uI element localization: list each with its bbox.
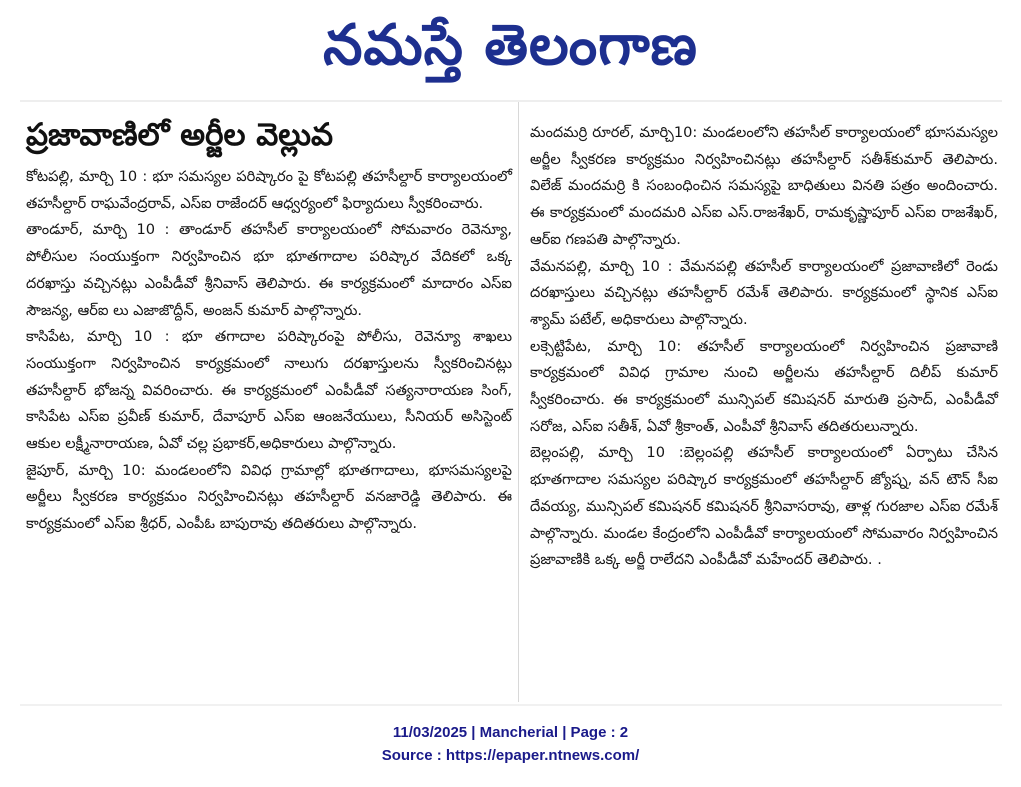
clipping-top-edge <box>20 100 1002 102</box>
article-paragraph: తాండూర్, మార్చి 10 : తాండూర్ తహసీల్ కార్యాలయంలో సోమవారం రెవెన్యూ, పోలీసుల సంయుక్తంగా నిర్వహించిన భూ భూతగాదాల పరిష్కార వేదికలో ఒక్క దరఖాస్తు వచ్చినట్లు ఎంపీడీవో శ్రీనివాస్ తెలిపారు. ఈ కార్యక్రమంలో మాదారం ఎస్ఐ సౌజన్య, ఆర్ఐ లు ఎజాజొద్దీన్, అంజన్ కుమార్ పాల్గొన్నారు. <box>26 221 512 319</box>
article-paragraph: లక్సెట్టిపేట, మార్చి 10: తహసీల్ కార్యాలయంలో నిర్వహించిన ప్రజావాణి కార్యక్రమంలో వివిధ గ్రామాల నుంచి అర్జీలను తహసీల్దార్ దిలీప్ కుమార్ స్వీకరించారు. ఈ కార్యక్రమంలో మున్సిపల్ కమిషనర్ మారుతి ప్రసాద్, ఎంపీడీవో సరోజ, ఎస్ఐ సతీశ్, ఏవో శ్రీకాంత్, ఎంపీవో శ్రీనివాస్ తదితరులున్నారు. <box>530 337 998 435</box>
masthead-logo-text: నమస్తే తెలంగాణ <box>323 13 698 78</box>
article-headline: ప్రజావాణిలో అర్జీల వెల్లువ <box>26 117 334 153</box>
source-line: Source : https://epaper.ntnews.com/ <box>381 747 640 764</box>
article-paragraph: కోటపల్లి, మార్చి 10 : భూ సమస్యల పరిష్కారం పై కోటపల్లి తహసీల్దార్ కార్యాలయంలో తహసీల్దార్ రాఘవేంద్రరావ్, ఎస్ఐ రాజేందర్ ఆధ్వర్యంలో ఫిర్యాదులు స్వీకరించారు. <box>26 168 512 212</box>
article-right-column <box>530 100 998 574</box>
article-left-column <box>26 100 512 538</box>
article-paragraph: జైపూర్, మార్చి 10: మండలంలోని వివిధ గ్రామాల్లో భూతగాదాలు, భూసమస్యలపై అర్జీలు స్వీకరణ కార్యక్రమం నిర్వహించినట్లు తహసీల్దార్ వనజారెడ్డి తెలిపారు. ఈ కార్యక్రమంలో ఎస్ఐ శ్రీధర్, ఎంపీఓ బాపురావు తదితరులు పాల్గొన్నారు. <box>26 461 512 533</box>
edition-meta: 11/03/2025 | Mancherial | Page : 2 <box>392 724 629 741</box>
clipping-bottom-edge <box>20 704 1002 706</box>
article-paragraph: వేమనపల్లి, మార్చి 10 : వేమనపల్లి తహసీల్ కార్యాలయంలో ప్రజావాణిలో రెండు దరఖాస్తులు వచ్చినట్లు తహసీల్దార్ రమేశ్ తెలిపారు. కార్యక్రమంలో స్థానిక ఎస్ఐ శ్యామ్ పటేల్, అధికారులు పాల్గొన్నారు. <box>530 257 998 328</box>
article-paragraph: కాసిపేట, మార్చి 10 : భూ తగాదాల పరిష్కారంపై పోలీసు, రెవెన్యూ శాఖలు సంయుక్తంగా నిర్వహించిన కార్యక్రమంలో నాలుగు దరఖాస్తులను స్వీకరించినట్లు తహసీల్దార్ భోజన్న వివరించారు. ఈ కార్యక్రమంలో ఎంపీడీవో సత్యనారాయణ సింగ్, కాసిపేట ఎస్ఐ ప్రవీణ్ కుమార్, దేవాపూర్ ఎస్ఐ ఆంజనేయులు, సీనియర్ అసిస్టెంట్ ఆకుల లక్ష్మీనారాయణ, ఏవో చల్ల ప్రభాకర్,అధికారులు పాల్గొన్నారు. <box>26 328 512 453</box>
column-divider <box>518 102 519 702</box>
article-paragraph: బెల్లంపల్లి, మార్చి 10 :బెల్లంపల్లి తహసీల్ కార్యాలయంలో ఏర్పాటు చేసిన భూతగాదాల సమస్యల పరిష్కార కార్యక్రమంలో తహసీల్దార్ జ్యోష్న, వన్ టౌన్ సీఐ దేవయ్య, మున్సిపల్ కమిషనర్ కమిషనర్ శ్రీనివాసరావు, తాళ్ల గురజాల ఎస్ఐ రమేశ్ పాల్గొన్నారు. మండల కేంద్రంలోని ఎంపీడీవో కార్యాలయంలో సోమవారం నిర్వహించిన ప్రజావాణికి ఒక్క అర్జీ రాలేదని ఎంపీడీవో మహేందర్ తెలిపారు. . <box>530 444 998 569</box>
article-clipping <box>20 100 1002 707</box>
masthead <box>0 4 1021 92</box>
article-paragraph: మందమర్రి రూరల్, మార్చి10: మండలంలోని తహసీల్ కార్యాలయంలో భూసమస్యల అర్జీల స్వీకరణ కార్యక్రమం నిర్వహించినట్లు తహసీల్దార్ సతీశ్‌కుమార్ తెలిపారు. విలేజ్ మందమర్రి కి సంబంధించిన సమస్యపై బాధితులు వినతి పత్రం అందించారు. ఈ కార్యక్రమంలో మందమరి ఎస్ఐ ఎస్.రాజశేఖర్, రామకృష్ణాపూర్ ఎస్ఐ రాజశేఖర్, ఆర్ఐ గణపతి పాల్గొన్నారు. <box>530 124 998 248</box>
